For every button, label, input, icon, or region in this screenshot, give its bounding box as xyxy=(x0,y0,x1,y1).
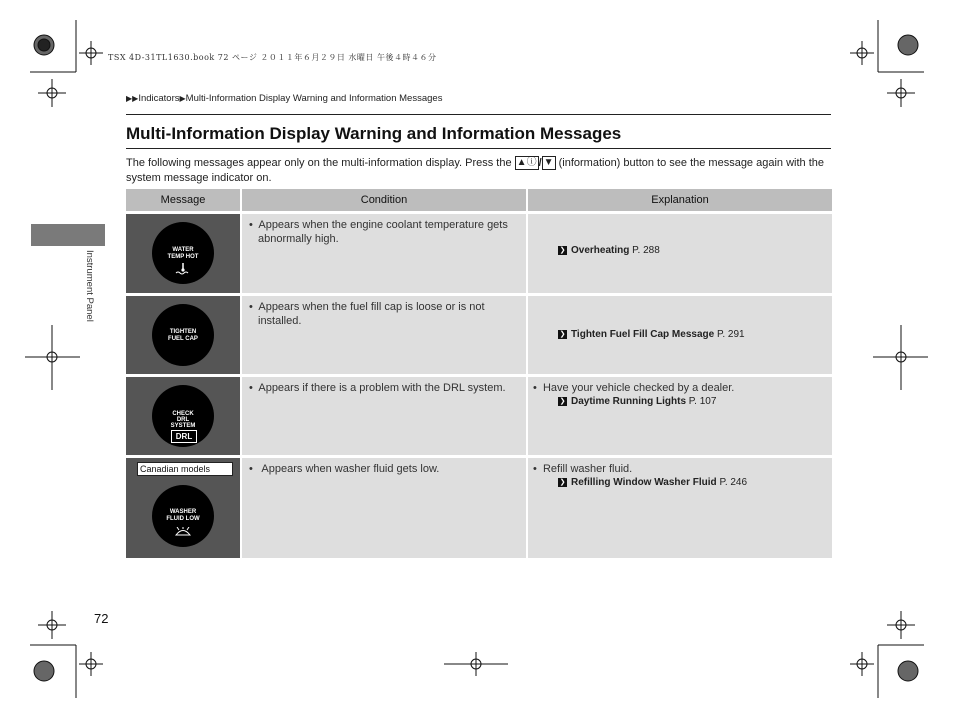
xref-page[interactable]: P. 107 xyxy=(688,396,717,407)
reference-arrow-icon: ❯ xyxy=(559,330,566,338)
breadcrumb xyxy=(126,93,442,104)
header-condition: Condition xyxy=(240,189,526,211)
table-row xyxy=(126,214,832,293)
title-rule-bottom xyxy=(126,148,831,149)
message-display xyxy=(152,222,214,284)
table-row xyxy=(126,458,832,558)
intro-text-after: (information) button to see the message again with the system message indicator on. xyxy=(126,157,824,184)
table-row xyxy=(126,296,832,374)
reference-arrow-icon: ❯ xyxy=(559,478,566,486)
breadcrumb-level2[interactable]: Multi-Information Display Warning and Information Messages xyxy=(185,93,443,104)
explanation-bullet: • Refill washer fluid. xyxy=(533,463,633,475)
page-number: 72 xyxy=(94,611,109,626)
message-display-cell xyxy=(126,214,240,293)
info-down-button-icon: ▼ xyxy=(543,157,554,169)
message-display-cell xyxy=(126,377,240,455)
condition-cell xyxy=(240,214,526,293)
header-explanation: Explanation xyxy=(526,189,832,211)
display-line: SYSTEM xyxy=(170,423,196,429)
reference-arrow-icon: ❯ xyxy=(559,397,566,405)
display-line: WASHER xyxy=(169,509,197,515)
info-up-button-icon: ▲ⓘ xyxy=(516,157,537,169)
explanation-text: Have your vehicle checked by a dealer. xyxy=(542,382,735,394)
condition-bullet: • Appears if there is a problem with the DRL system. xyxy=(249,382,506,394)
xref-title[interactable]: Overheating xyxy=(571,245,630,256)
condition-bullet: • Appears when washer fluid gets low. xyxy=(249,463,440,475)
condition-text: Appears when washer fluid gets low. xyxy=(261,463,440,475)
explanation-bullet: • Have your vehicle checked by a dealer. xyxy=(533,382,735,394)
xref-page[interactable]: P. 246 xyxy=(719,477,748,488)
table-row xyxy=(126,377,832,455)
messages-table xyxy=(126,189,832,558)
intro-paragraph xyxy=(126,156,832,186)
display-line: WATER xyxy=(172,247,194,253)
display-line: FLUID LOW xyxy=(166,516,200,522)
condition-cell xyxy=(240,296,526,374)
header-message: Message xyxy=(126,189,240,211)
breadcrumb-arrow-icon: ▶ xyxy=(179,94,186,103)
explanation-cell xyxy=(526,214,832,293)
xref-page[interactable]: P. 288 xyxy=(632,245,660,256)
chapter-tab[interactable] xyxy=(31,224,105,246)
washer-fluid-icon xyxy=(174,527,192,537)
message-display xyxy=(152,304,214,366)
explanation-text: Refill washer fluid. xyxy=(542,463,633,475)
breadcrumb-arrow-icon: ▶▶ xyxy=(126,94,139,103)
display-line: CHECK xyxy=(172,411,194,417)
condition-bullet: • Appears when the fuel fill cap is loose or is not installed. xyxy=(249,301,485,327)
condition-bullet: • Appears when the engine coolant temperature gets abnormally high. xyxy=(249,219,508,245)
canadian-models-badge: Canadian models xyxy=(137,462,233,476)
page-title: Multi-Information Display Warning and Information Messages xyxy=(126,124,622,143)
xref-title[interactable]: Tighten Fuel Fill Cap Message xyxy=(571,329,715,340)
explanation-cell xyxy=(526,296,832,374)
print-line: TSX 4D-31TL1630.book 72 ページ ２０１１年６月２９日 水曜日 午後４時４６分 xyxy=(108,53,437,62)
message-display-cell xyxy=(126,296,240,374)
xref-page[interactable]: P. 291 xyxy=(716,329,745,340)
cross-reference[interactable] xyxy=(528,395,832,408)
chapter-side-label: Instrument Panel xyxy=(84,250,95,322)
intro-slash: / xyxy=(538,157,542,169)
condition-text: Appears when the engine coolant temperature gets abnormally high. xyxy=(258,219,508,245)
cross-reference[interactable] xyxy=(528,328,832,341)
display-line: TEMP HOT xyxy=(167,254,199,260)
xref-title[interactable]: Daytime Running Lights xyxy=(571,396,686,407)
condition-text: Appears when the fuel fill cap is loose or is not installed. xyxy=(258,301,485,327)
table-header-row xyxy=(126,189,832,211)
condition-cell xyxy=(240,458,526,558)
condition-text: Appears if there is a problem with the DRL system. xyxy=(258,382,506,394)
message-display xyxy=(152,385,214,447)
explanation-cell xyxy=(526,377,832,455)
intro-text-before: The following messages appear only on the multi-information display. Press the xyxy=(126,157,512,169)
cross-reference[interactable] xyxy=(528,476,832,489)
title-rule-top xyxy=(126,114,831,115)
drl-indicator-icon: DRL xyxy=(171,430,197,443)
xref-title[interactable]: Refilling Window Washer Fluid xyxy=(571,477,717,488)
condition-cell xyxy=(240,377,526,455)
explanation-cell xyxy=(526,458,832,558)
breadcrumb-level1[interactable]: Indicators xyxy=(138,93,180,104)
display-line: FUEL CAP xyxy=(168,336,198,342)
coolant-temp-icon xyxy=(175,263,191,275)
display-line: DRL xyxy=(176,417,190,423)
message-display-cell xyxy=(126,458,240,558)
cross-reference[interactable] xyxy=(528,244,832,257)
display-line: TIGHTEN xyxy=(169,329,197,335)
reference-arrow-icon: ❯ xyxy=(559,246,566,254)
message-display xyxy=(152,485,214,547)
